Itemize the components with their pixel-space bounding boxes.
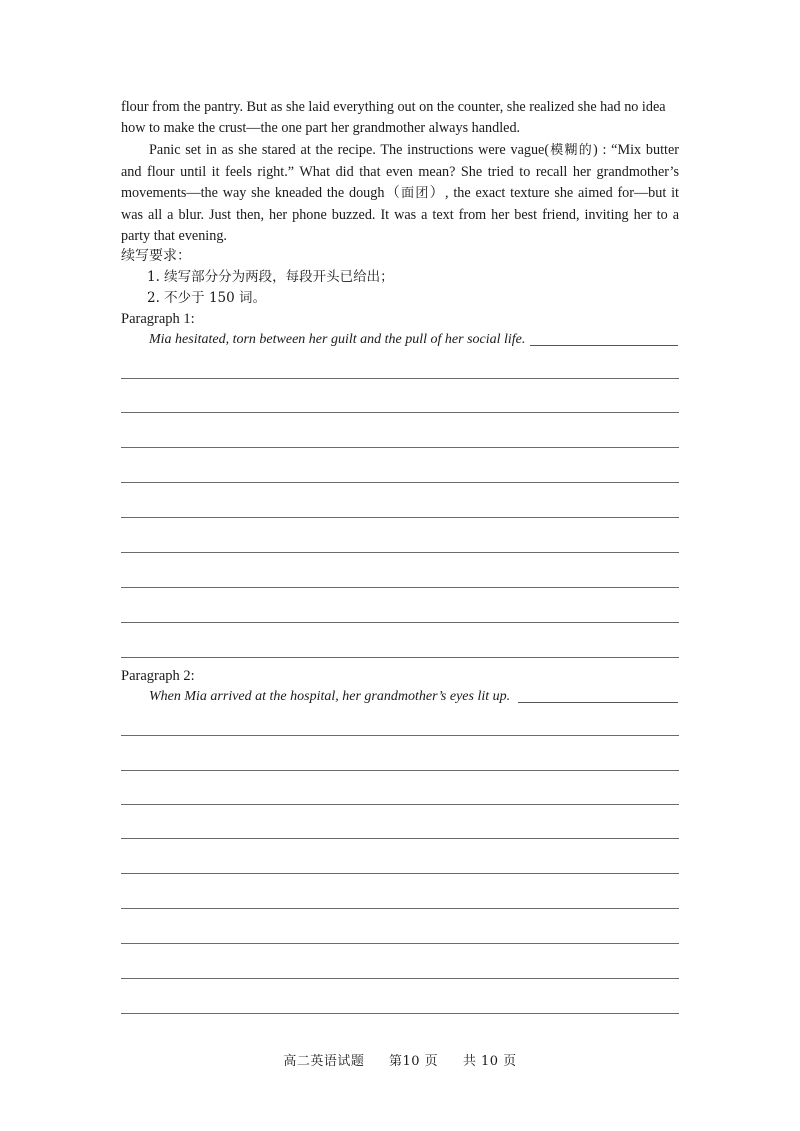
- writing-line[interactable]: [121, 447, 679, 448]
- writing-line[interactable]: [121, 412, 679, 413]
- writing-line[interactable]: [121, 838, 679, 839]
- page-footer: [0, 1050, 800, 1069]
- paragraph-2-label: Paragraph 2:: [121, 668, 195, 684]
- writing-line[interactable]: [121, 657, 679, 658]
- paragraph-2-starter: When Mia arrived at the hospital, her grandmother’s eyes lit up.: [149, 689, 511, 704]
- footer-total-pages: 共 10 页: [462, 1054, 517, 1069]
- passage-line-2: how to make the crust—the one part her grandmother always handled.: [121, 120, 521, 136]
- writing-line[interactable]: [121, 378, 679, 379]
- writing-line[interactable]: [121, 1013, 679, 1014]
- writing-line[interactable]: [121, 517, 679, 518]
- writing-line[interactable]: [121, 735, 679, 736]
- writing-line[interactable]: [121, 622, 679, 623]
- passage-gloss-dough: 面团: [401, 186, 430, 202]
- requirement-item-2: 2. 不少于 150 词。: [147, 290, 267, 306]
- writing-line[interactable]: [121, 482, 679, 483]
- passage-text-b: ) : “Mix butter and flour until it feels right.” What did that even mean? She tried to recall her grandmother’s movements—the way she kneaded the dough（: [121, 142, 679, 202]
- writing-line[interactable]: [121, 943, 679, 944]
- writing-line[interactable]: [121, 978, 679, 979]
- passage-text-a: Panic set in as she stared at the recipe. The instructions were vague(: [149, 142, 550, 158]
- writing-line[interactable]: [121, 552, 679, 553]
- paragraph-1-starter: Mia hesitated, torn between her guilt and the pull of her social life.: [149, 332, 526, 347]
- writing-line[interactable]: [121, 770, 679, 771]
- writing-line[interactable]: [121, 587, 679, 588]
- footer-page-number: 第10 页: [389, 1054, 439, 1069]
- passage-paragraph-2: [121, 140, 679, 248]
- passage-text-c: ）, the exact texture she aimed for—but it was all a blur. Just then, her phone buzzed. It was a text from her best friend, inviting her to a party that evening.: [121, 185, 679, 245]
- requirements-title: 续写要求：: [121, 248, 191, 264]
- writing-line[interactable]: [121, 873, 679, 874]
- writing-line[interactable]: [121, 908, 679, 909]
- requirement-item-1: 1. 续写部分分为两段，每段开头已给出；: [147, 269, 394, 285]
- passage-line-1: flour from the pantry. But as she laid everything out on the counter, she realized she had no idea: [121, 99, 666, 115]
- paragraph-1-label: Paragraph 1:: [121, 311, 195, 327]
- footer-subject: 高二英语试题: [283, 1054, 365, 1069]
- paragraph-2-starter-blank[interactable]: [518, 702, 678, 703]
- passage-gloss-vague: 模糊的: [549, 143, 593, 158]
- writing-line[interactable]: [121, 804, 679, 805]
- paragraph-1-starter-blank[interactable]: [530, 345, 678, 346]
